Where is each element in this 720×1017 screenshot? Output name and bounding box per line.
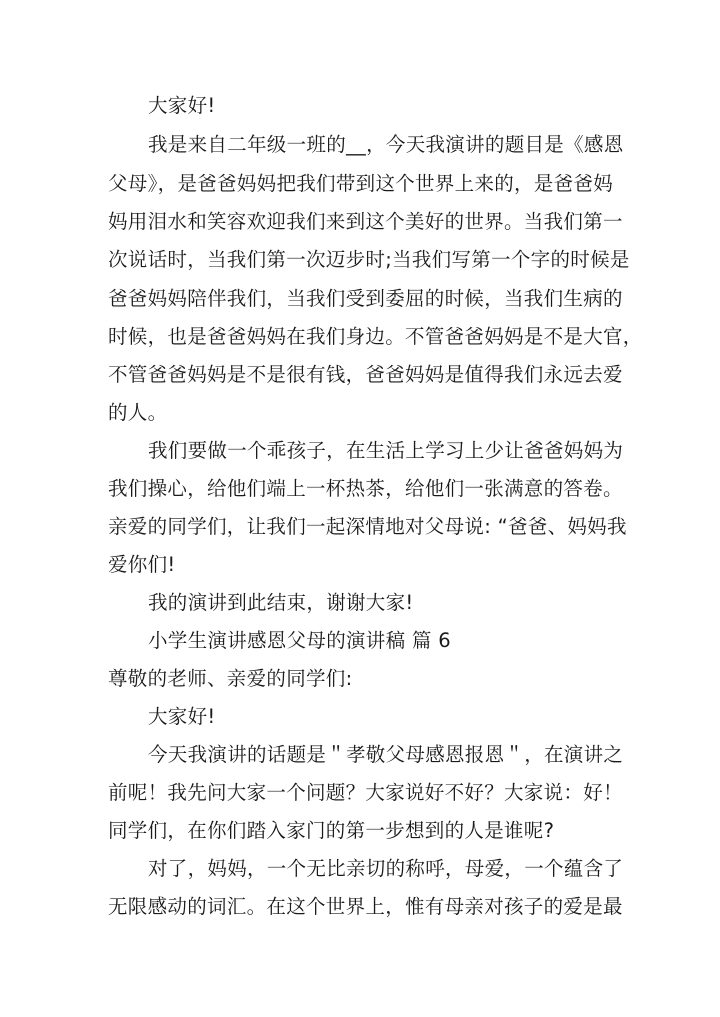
- paragraph-line: 我们操心，给他们端上一杯热茶，给他们一张满意的答卷。: [108, 477, 623, 500]
- paragraph-line: 我是来自二年级一班的__，今天我演讲的题目是《感恩: [148, 133, 624, 156]
- paragraph-line: 时候，也是爸爸妈妈在我们身边。不管爸爸妈妈是不是大官，: [108, 325, 643, 348]
- paragraph-line: 妈用泪水和笑容欢迎我们来到这个美好的世界。当我们第一: [108, 210, 623, 233]
- paragraph-line: 的人。: [108, 401, 168, 424]
- greeting-line: 大家好!: [148, 94, 216, 117]
- paragraph-line: 我们要做一个乖孩子，在生活上学习上少让爸爸妈妈为: [148, 439, 624, 462]
- section-title: 小学生演讲感恩父母的演讲稿 篇 6: [148, 629, 451, 652]
- paragraph-line: 亲爱的同学们，让我们一起深情地对父母说: “爸爸、妈妈我: [108, 515, 627, 538]
- paragraph-line: 前呢！我先问大家一个问题？大家说好不好？大家说：好！: [108, 781, 623, 804]
- paragraph-line: 爱你们!: [108, 553, 176, 576]
- paragraph-line: 同学们，在你们踏入家门的第一步想到的人是谁呢?: [108, 819, 555, 842]
- paragraph-line: 父母》，是爸爸妈妈把我们带到这个世界上来的，是爸爸妈: [108, 172, 614, 195]
- closing-line: 我的演讲到此结束，谢谢大家!: [148, 591, 414, 614]
- paragraph-line: 不管爸爸妈妈是不是很有钱，爸爸妈妈是值得我们永远去爱: [108, 363, 623, 386]
- salutation-line: 尊敬的老师、亲爱的同学们:: [108, 667, 353, 690]
- paragraph-line: 次说话时，当我们第一次迈步时;当我们写第一个字的时候是: [108, 248, 630, 271]
- paragraph-line: 对了，妈妈，一个无比亲切的称呼，母爱，一个蕴含了: [148, 857, 624, 880]
- paragraph-line: 今天我演讲的话题是＂孝敬父母感恩报恩＂，在演讲之: [148, 743, 624, 766]
- paragraph-line: 无限感动的词汇。在这个世界上，惟有母亲对孩子的爱是最: [108, 895, 623, 918]
- greeting-line: 大家好!: [148, 705, 216, 728]
- paragraph-line: 爸爸妈妈陪伴我们，当我们受到委屈的时候，当我们生病的: [108, 287, 623, 310]
